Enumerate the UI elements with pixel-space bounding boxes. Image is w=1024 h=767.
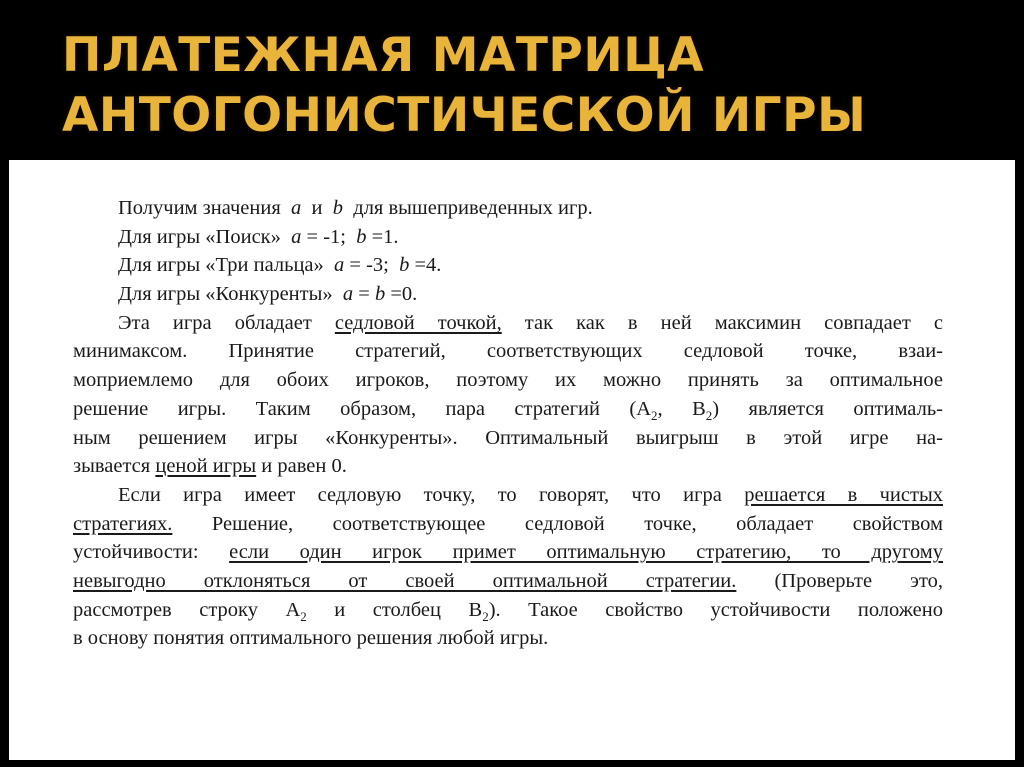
slide-title bbox=[62, 26, 1002, 146]
text-line-13: устойчивости: если один игрок примет оптимальную стратегию, то другому bbox=[73, 541, 943, 564]
text-line-3: Для игры «Три пальца» a = -3; b =4. bbox=[118, 254, 442, 277]
term-game-value: ценой игры bbox=[155, 455, 257, 478]
text-line-4: Для игры «Конкуренты» a = b =0. bbox=[118, 283, 418, 306]
text-line-1: Получим значения a и b для вышеприведенных игр. bbox=[118, 197, 593, 219]
text-line-7: моприемлемо для обоих игроков, поэтому их можно принять за оптимальное bbox=[73, 369, 943, 392]
title-line-1: ПЛАТЕЖНАЯ МАТРИЦА bbox=[62, 28, 705, 83]
text-line-12: стратегиях. Решение, соответствующее седловой точке, обладает свойством bbox=[73, 512, 943, 535]
text-line-6: минимаксом. Принятие стратегий, соответствующих седловой точке, взаи- bbox=[73, 340, 943, 363]
text-line-8: решение игры. Таким образом, пара стратегий ($A_2$, $B_2$) является оптималь- bbox=[73, 397, 943, 423]
title-line-2: АНТОГОНИСТИЧЕСКОЙ ИГРЫ bbox=[62, 88, 867, 143]
term-saddle-point: седловой точкой, bbox=[334, 311, 502, 334]
text-line-15: рассмотрев строку $A_2$ и столбец $B_2$). Такое свойство устойчивости положено bbox=[73, 598, 943, 624]
document-scan bbox=[73, 194, 943, 653]
text-line-2: Для игры «Поиск» a = -1; b =1. bbox=[118, 225, 399, 248]
text-line-9: ным решением игры «Конкуренты». Оптимальный выигрыш в этой игре на- bbox=[73, 426, 943, 449]
slide-header bbox=[0, 0, 1024, 160]
text-line-11: Если игра имеет седловую точку, то говорят, что игра решается в чистых bbox=[118, 483, 943, 506]
text-line-16: в основу понятия оптимального решения любой игры. bbox=[73, 627, 549, 650]
stability-definition: если один игрок примет оптимальную стратегию, то другому bbox=[229, 541, 943, 564]
text-line-10: зывается ценой игры и равен 0. bbox=[73, 455, 347, 478]
term-pure-strategies: решается в чистых bbox=[744, 483, 943, 506]
text-line-14: невыгодно отклоняться от своей оптимальной стратегии. (Проверьте это, bbox=[73, 569, 944, 592]
text-line-5: Эта игра обладает седловой точкой, так как в ней максимин совпадает с bbox=[118, 311, 943, 334]
